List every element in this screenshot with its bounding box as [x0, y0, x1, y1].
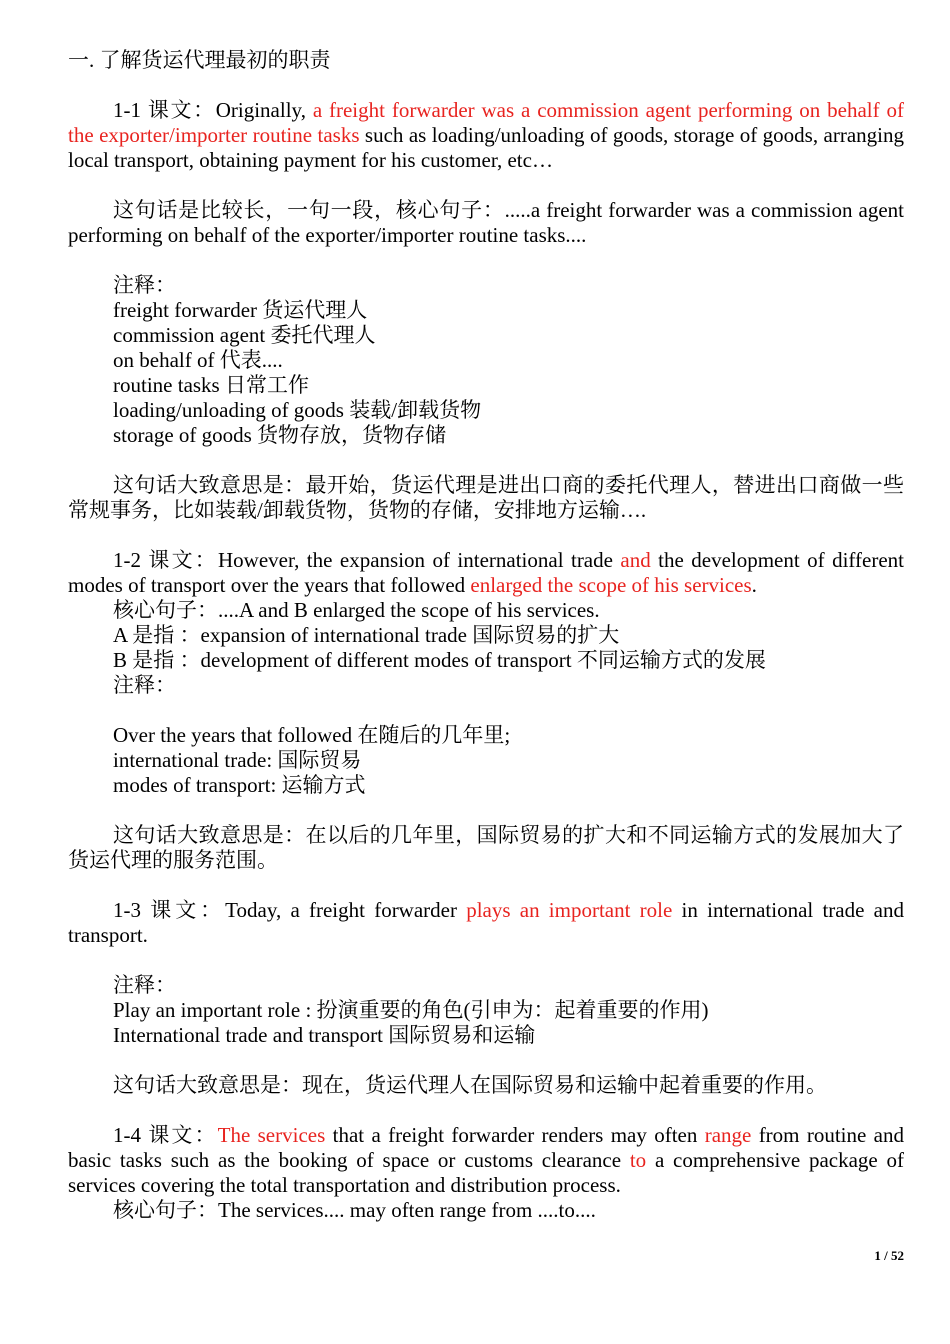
- core-sentence: 这句话是比较长，一句一段，核心句子：.....a freight forwarder was a commission agent performing on behalf of the exporter/importer routine tasks....: [68, 198, 904, 247]
- core-sentence: 核心句子：The services.... may often range from ....to....: [113, 1198, 596, 1222]
- lesson-1-1-text: 1-1 课文：Originally, a freight forwarder was a commission agent performing on behalf of the exporter/importer routine tasks such as loading/unloading of goods, storage of goods, arranging local transport, obtaining payment for his customer, etc…: [68, 98, 904, 172]
- note-item: commission agent 委托代理人: [113, 323, 376, 347]
- highlight-text: enlarged the scope of his services: [470, 573, 752, 597]
- lesson-prefix: 1-2 课文：: [113, 548, 218, 572]
- highlight-text: The services: [217, 1123, 326, 1147]
- note-item: storage of goods 货物存放，货物存储: [113, 423, 447, 447]
- note-item: modes of transport: 运输方式: [113, 773, 366, 797]
- note-item: routine tasks 日常工作: [113, 373, 309, 397]
- note-item: international trade: 国际贸易: [113, 748, 362, 772]
- highlight-text: a freight forwarder was a commission agent performing on behalf of the exporter/importer routine tasks: [68, 98, 904, 147]
- meaning-paragraph: 这句话大致意思是：现在，货运代理人在国际贸易和运输中起着重要的作用。: [113, 1073, 827, 1097]
- highlight-text: plays an important role: [466, 898, 673, 922]
- lesson-1-3-text: 1-3 课文：Today, a freight forwarder plays an important role in international trade and transport.: [68, 898, 904, 947]
- note-item: Over the years that followed 在随后的几年里;: [113, 723, 511, 747]
- section-heading: 一. 了解货运代理最初的职责: [68, 48, 331, 72]
- highlight-text: to: [629, 1148, 647, 1172]
- page-number: 1 / 52: [874, 1248, 904, 1263]
- definition-b: B 是指 ：development of different modes of transport 不同运输方式的发展: [113, 648, 766, 672]
- lesson-1-2-text: 1-2 课文：However, the expansion of international trade and the development of different modes of transport over the years that followed enlarged the scope of his services.: [68, 548, 904, 597]
- meaning-paragraph: 这句话大致意思是：最开始，货运代理是进出口商的委托代理人，替进出口商做一些常规事务，比如装载/卸载货物，货物的存储，安排地方运输….: [68, 473, 904, 522]
- lesson-prefix: 1-4 课文：: [113, 1123, 218, 1147]
- note-item: International trade and transport 国际贸易和运输: [113, 1023, 536, 1047]
- highlight-text: and: [620, 548, 651, 572]
- lesson-prefix: 1-1 课文：: [113, 98, 216, 122]
- lesson-prefix: 1-3 课文：: [113, 898, 226, 922]
- notes-title: 注释：: [113, 973, 176, 997]
- notes-title: 注释：: [113, 273, 176, 297]
- meaning-paragraph: 这句话大致意思是：在以后的几年里，国际贸易的扩大和不同运输方式的发展加大了货运代理的服务范围。: [68, 823, 904, 872]
- lesson-1-4-text: 1-4 课文：The services that a freight forwarder renders may often range from routine and basic tasks such as the booking of space or customs clearance to a comprehensive package of services covering the total transportation and distribution process.: [68, 1123, 905, 1197]
- notes-title: 注释：: [113, 673, 176, 697]
- note-item: on behalf of 代表....: [113, 348, 283, 372]
- highlight-text: range: [704, 1123, 752, 1147]
- core-sentence: 核心句子：....A and B enlarged the scope of his services.: [113, 598, 600, 622]
- note-item: loading/unloading of goods 装载/卸载货物: [113, 398, 482, 422]
- document-page: [68, 48, 904, 1223]
- definition-a: A 是指 ：expansion of international trade 国际贸易的扩大: [113, 623, 620, 647]
- note-item: freight forwarder 货运代理人: [113, 298, 368, 322]
- note-item: Play an important role : 扮演重要的角色(引申为：起着重要的作用): [113, 998, 709, 1022]
